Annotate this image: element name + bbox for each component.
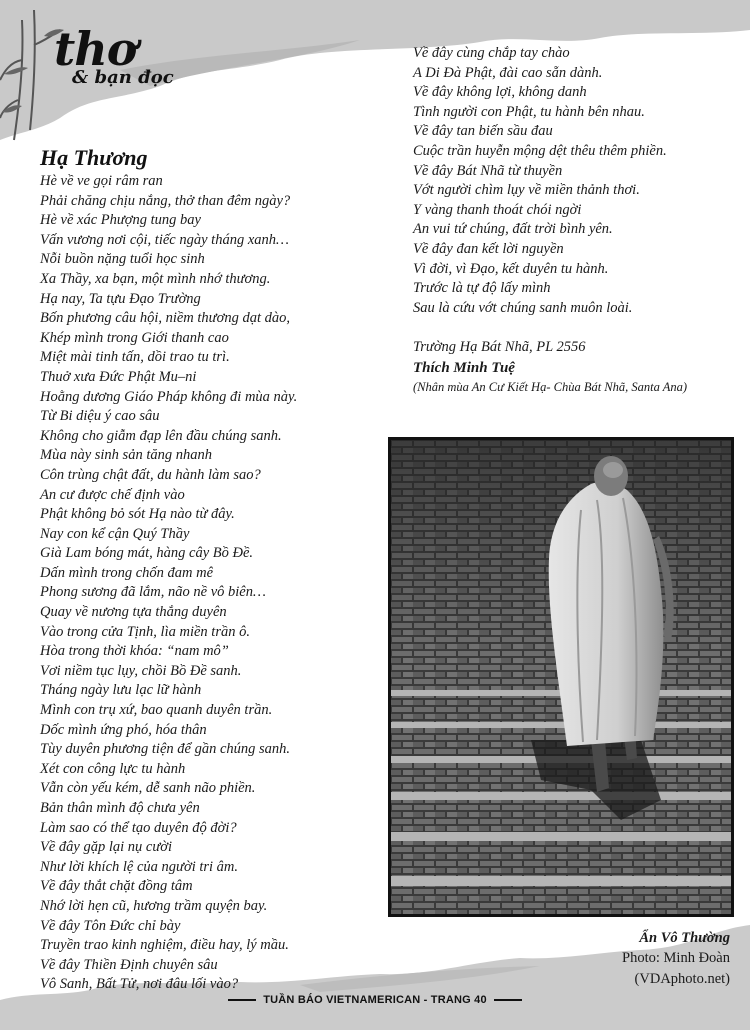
signature-note: (Nhân mùa An Cư Kiết Hạ- Chùa Bát Nhã, Santa Ana) <box>413 379 688 394</box>
verse-line: Tùy duyên phương tiện để gần chúng sanh. <box>40 741 291 758</box>
signature-author: Thích Minh Tuệ <box>413 359 515 376</box>
verse-line: Về đây không lợi, không danh <box>413 84 587 101</box>
footer-text: TUẦN BÁO VIETNAMERICAN - TRANG 40 <box>263 994 487 1006</box>
logo-title: thơ <box>54 22 137 76</box>
verse-line: Vấn vương nơi cội, tiếc ngày tháng xanh… <box>40 231 289 248</box>
verse-line: Dốc mình ứng phó, hóa thân <box>40 721 207 738</box>
verse-line: Nay con kể cận Quý Thầy <box>40 525 190 542</box>
poem-title: Hạ Thương <box>40 145 148 170</box>
verse-line: Nhớ lời hẹn cũ, hương trầm quyện bay. <box>40 897 268 914</box>
verse-line: Vớt người chìm lụy về miền thảnh thơi. <box>413 182 640 199</box>
verse-line: Tình người con Phật, tu hành bên nhau. <box>413 103 645 120</box>
verse-line: Cuộc trần huyễn mộng dệt thêu thêm phiền. <box>413 142 667 159</box>
verse-line: Về đây gặp lại nụ cười <box>40 839 173 856</box>
verse-line: Thuở xưa Đức Phật Mu–ni <box>40 368 197 385</box>
verse-line: Xa Thầy, xa bạn, một mình nhớ thương. <box>40 270 271 287</box>
verse-line: Vì đời, vì Đạo, kết duyên tu hành. <box>413 260 609 277</box>
verse-line: Xét con công lực tu hành <box>40 760 186 777</box>
verse-line: Mùa này sinh sản tăng nhanh <box>40 447 212 464</box>
verse-line: Từ Bi diệu ý cao sâu <box>40 408 160 425</box>
verse-line: Hè về xác Phượng tung bay <box>40 212 201 229</box>
caption-source: (VDAphoto.net) <box>634 971 730 987</box>
verse-line: Về đây Thiền Định chuyên sâu <box>40 956 218 973</box>
verse-line: Hè về ve gọi râm ran <box>40 173 163 189</box>
verse-line: Truyền trao kinh nghiệm, điều hay, lý mầu. <box>40 937 289 954</box>
verse-line: Miệt mài tinh tấn, dồi trao tu trì. <box>40 349 230 366</box>
logo-subtitle: & bạn đọc <box>72 67 174 88</box>
verse-line: Mình con trụ xứ, bao quanh duyên trần. <box>40 702 273 719</box>
verse-line: Hoằng dương Giáo Pháp không đi mùa này. <box>40 388 298 405</box>
verse-line: Vẫn còn yếu kém, dễ sanh não phiền. <box>40 780 256 797</box>
verse-line: Vào trong cửa Tịnh, lìa miền trần ô. <box>40 623 250 640</box>
verse-line: Phải chăng chịu nắng, thở than đêm ngày? <box>40 192 291 209</box>
verse-line: Côn trùng chật đất, du hành làm sao? <box>40 466 261 483</box>
verse-line: Hạ nay, Ta tựu Đạo Trường <box>40 290 201 307</box>
poem-left-column <box>40 172 380 995</box>
monk-stairs-photo <box>388 437 734 917</box>
verse-line: Làm sao có thể tạo duyên độ đời? <box>40 819 237 836</box>
verse-line: Dấn mình trong chốn đam mê <box>40 564 214 581</box>
footer-rule-left <box>228 999 256 1001</box>
verse-line: Khép mình trong Giới thanh cao <box>40 329 229 346</box>
verse-line: Về đây tan biến sầu đau <box>413 123 553 140</box>
verse-line: Về đây cùng chắp tay chào <box>413 45 570 61</box>
verse-line: Về đây Bát Nhã từ thuyền <box>413 162 563 179</box>
caption-credit: Photo: Minh Đoàn <box>622 950 730 966</box>
verse-line: Y vàng thanh thoát chói ngời <box>413 201 582 218</box>
verse-line: Không cho giẫm đạp lên đầu chúng sanh. <box>40 427 282 444</box>
verse-line: Vơi niềm tục lụy, chồi Bồ Đề sanh. <box>40 662 242 679</box>
verse-line: Bản thân mình độ chưa yên <box>40 800 200 816</box>
verse-line: Như lời khích lệ của người tri âm. <box>40 858 239 875</box>
verse-line: An cư được chế định vào <box>40 486 185 503</box>
verse-line: Tháng ngày lưu lạc lữ hành <box>40 682 202 699</box>
verse-line: Vô Sanh, Bất Tử, nơi đâu lối vào? <box>40 976 239 993</box>
photo-illustration <box>391 440 731 914</box>
page-footer <box>0 993 750 1007</box>
verse-line: Phật không bỏ sót Hạ nào từ đây. <box>40 506 235 523</box>
verse-line: Già Lam bóng mát, hàng cây Bồ Đề. <box>40 545 254 562</box>
poem-right-column <box>413 44 743 318</box>
section-logo <box>44 22 184 102</box>
verse-line: Bốn phương câu hội, niềm thương dạt dào, <box>40 310 290 327</box>
verse-line: Nỗi buồn nặng tuổi học sinh <box>40 251 205 268</box>
verse-line: Hòa trong thời khóa: “nam mô” <box>40 643 229 660</box>
verse-line: Về đây thắt chặt đồng tâm <box>40 878 193 895</box>
verse-line: An vui tứ chúng, đất trời bình yên. <box>413 221 613 238</box>
verse-line: A Di Đà Phật, đài cao sẵn dành. <box>413 64 603 81</box>
verse-line: Phong sương đã lắm, não nề vô biên… <box>40 584 266 601</box>
photo-caption <box>622 929 730 990</box>
verse-line: Quay về nương tựa thắng duyên <box>40 604 227 621</box>
footer-rule-right <box>494 999 522 1001</box>
signature-place: Trường Hạ Bát Nhã, PL 2556 <box>413 339 586 355</box>
verse-line: Trước là tự độ lấy mình <box>413 280 551 297</box>
caption-title: Ẩn Vô Thường <box>639 930 730 946</box>
poem-signature <box>413 338 748 397</box>
monk-robe <box>549 482 664 746</box>
verse-line: Sau là cứu vớt chúng sanh muôn loài. <box>413 299 633 316</box>
verse-line: Về đây Tôn Đức chỉ bày <box>40 917 181 934</box>
verse-line: Về đây đan kết lời nguyền <box>413 240 564 257</box>
